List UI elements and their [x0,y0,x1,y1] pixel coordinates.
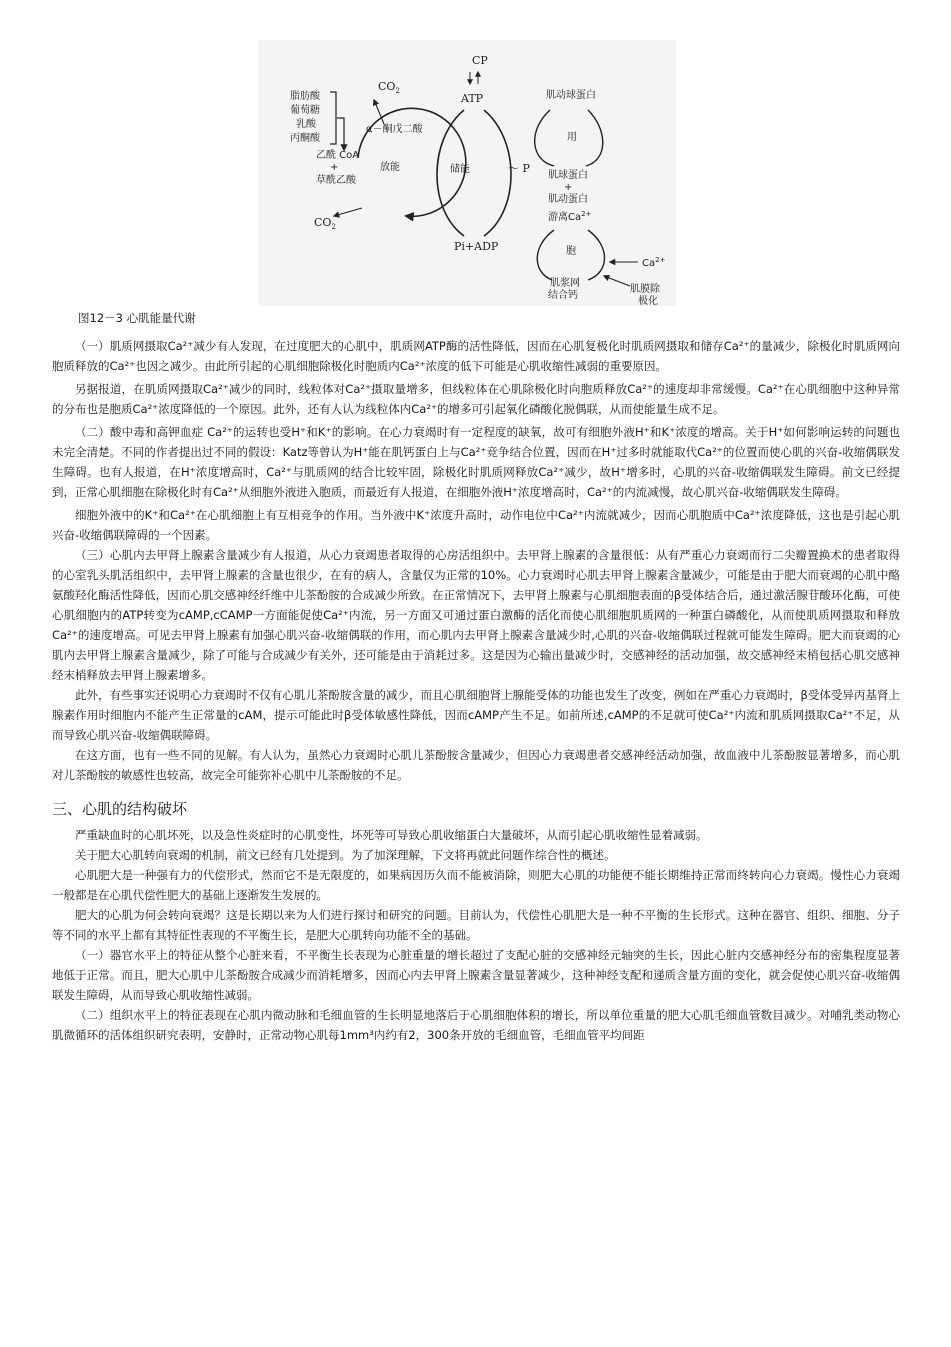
energy-metabolism-diagram [258,40,676,306]
substrate-arrow [337,118,344,150]
label-atp: ATP [461,92,484,105]
co2-bottom-arrow [334,208,362,216]
label-bound-ca: 结合钙 [548,290,578,301]
label-free-ca: 游离$Ca^{2+}$ [548,210,592,223]
label-p-tilde: ～ P [508,162,530,175]
figure-caption: 图12－3 心肌能量代谢 [78,311,196,325]
label-oxaloacetate: 草酰乙酸 [316,175,356,186]
label-cell: 胞 [566,246,576,257]
paragraph: 心肌肥大是一种强有力的代偿形式，然而它不是无限度的，如果病因历久而不能被消除，则肥大心肌的功能便不能长期维持正常而终转向心力衰竭。慢性心力衰竭一般都是在心肌代偿性肥大的基础上逐渐发生发展的。 [52,868,900,902]
paragraph: （三）心肌内去甲肾上腺素含量减少有人报道，从心力衰竭患者取得的心房活组织中。去甲肾上腺素的含量很低：从有严重心力衰竭而行二尖瓣置换术的患者取得的心室乳头肌活组织中，去甲肾上腺素的含量也很少，在有的病人，含量仅为正常的10%。心力衰竭时心肌去甲肾上腺素含量减少，可能是由于肥大而衰竭的心肌中酪氨酸羟化酶活性降低，因而心肌交感神经纤维中儿茶酚胺的合成减少所致。在正常情况下，去甲肾上腺素与心肌细胞表面的β受体结合后，通过激活腺苷酸环化酶，可使心肌细胞内的ATP转变为cAMP,cCAMP一方面能促使Ca²⁺内流，另一方面又可通过蛋白激酶的活化而使心肌细胞肌质网的一种蛋白磷酸化，从而使肌质网摄取和释放Ca²⁺的速度增高。可见去甲肾上腺素有加强心肌兴奋-收缩偶联的作用，而心肌内去甲肾上腺素含量减少时,心肌的兴奋-收缩偶联过程就可能发生障碍。肥大而衰竭的心肌内去甲肾上腺素含量减少，除了可能与合成减少有关外，还可能是由于消耗过多。这是因为心输出量减少时，交感神经的活动加强，故交感神经末梢包括心肌交感神经末梢释放去甲肾上腺素增多。 [52,548,900,682]
label-acetyl-coa: 乙酰 CoA [316,150,360,161]
paragraph: 此外，有些事实还说明心力衰竭时不仅有心肌儿茶酚胺含量的减少，而且心肌细胞肾上腺能受体的功能也发生了改变，例如在严重心力衰竭时，β受体受异丙基肾上腺素作用时细胞内不能产生正常量的cAM，提示可能此时β受体敏感性降低，因而cAMP产生不足。如前所述,cAMP的不足就可使Ca²⁺内流和肌质网摄取Ca²⁺不足，从而导致心肌兴奋-收缩偶联障碍。 [52,688,900,742]
label-depolarization-2: 极化 [638,296,658,306]
use-arc-left [535,110,554,166]
label-lactate: 乳酸 [296,119,316,130]
paragraph: （二）酸中毒和高钾血症 Ca²⁺的运转也受H⁺和K⁺的影响。在心力衰竭时有一定程度的缺氧，故可有细胞外液H⁺和K⁺浓度的增高。关于H⁺如何影响运转的问题也未完全清楚。不同的作者提出过不同的假设：Katz等曾认为H⁺能在肌钙蛋白上与Ca²⁺竞争结合位置，因而在H⁺过多时就能取代Ca²⁺的位置而使心肌的兴奋-收缩偶联发生障碍。也有人报道，在H⁺浓度增高时，Ca²⁺与肌质网的结合比较牢固，除极化时肌质网释放Ca²⁺减少，故H⁺增多时，心肌的兴奋-收缩偶联发生障碍。前文已经提到，正常心肌细胞在除极化时有Ca²⁺从细胞外液进入胞质，而最近有人报道，在细胞外液H⁺浓度增高时，Ca²⁺的内流减慢，故心肌兴奋-收缩偶联发生障碍。 [52,425,900,499]
substrate-bracket [330,92,336,144]
depolarization-arrow [604,276,630,286]
label-depolarization: 肌膜除 [630,284,660,295]
section-heading: 三、心肌的结构破坏 [52,800,188,818]
label-myosin: 肌球蛋白 [548,170,588,181]
label-pi-adp: Pi+ADP [454,240,499,253]
use-arc-right [586,110,603,166]
label-sr: 肌浆网 [550,278,580,289]
label-pyruvate: 丙酮酸 [290,133,320,144]
label-cp: CP [472,54,488,67]
label-plus: + [330,162,339,173]
label-plus-2: + [564,182,573,193]
paragraph: 在这方面，也有一些不同的见解。有人认为，虽然心力衰竭时心肌儿茶酚胺含量减少，但因心力衰竭患者交感神经活动加强，故血液中儿茶酚胺显著增多，而心肌对儿茶酚胺的敏感性也较高，故完全可能弥补心肌中儿茶酚胺的不足。 [52,748,900,782]
paragraph: （一）器官水平上的特征从整个心脏来看，不平衡生长表现为心脏重量的增长超过了支配心脏的交感神经元轴突的生长，因此心脏内交感神经分布的密集程度显著地低于正常。而且，肥大心肌中儿茶酚胺合成减少而消耗增多，因而心内去甲肾上腺素含量显著减少，这种神经支配和递质含量方面的变化，就会促使心肌兴奋-收缩偶联发生障碍，从而导致心肌收缩性减弱。 [52,948,900,1002]
paragraph: 细胞外液中的K⁺和Ca²⁺在心肌细胞上有互相竞争的作用。当外液中K⁺浓度升高时，动作电位中Ca²⁺内流就减少，因而心肌胞质中Ca²⁺浓度降低，这也是引起心肌兴奋-收缩偶联障碍的一个因素。 [52,508,900,542]
ca-arc-left [537,230,554,280]
label-actin: 肌动蛋白 [548,194,588,205]
label-ca-in: $Ca^{2+}$ [642,256,666,269]
paragraph: 肥大的心肌为何会转向衰竭？这是长期以来为人们进行探讨和研究的问题。目前认为，代偿性心肌肥大是一种不平衡的生长形式。这种在器官、组织、细胞、分子等不同的水平上都有其特征性表现的不平衡生长，是肥大心肌转向功能不全的基础。 [52,908,900,942]
energy-metabolism-figure [258,40,676,306]
label-glucose: 葡萄糖 [290,105,320,116]
label-co2-top: $CO_2$ [378,80,400,95]
ca-arc-right [588,230,605,280]
label-release-energy: 放能 [380,162,400,173]
paragraph: （二）组织水平上的特征表现在心肌内微动脉和毛细血管的生长明显地落后于心肌细胞体积的增长，所以单位重量的肥大心肌毛细血管数目减少。对哺乳类动物心肌微循环的活体组织研究表明，安静时，正常动物心肌每1mm³内约有2，300条开放的毛细血管，毛细血管平均间距 [52,1008,900,1042]
paragraph: 关于肥大心肌转向衰竭的机制，前文已经有几处提到。为了加深理解，下文将再就此问题作综合性的概述。 [75,848,616,862]
label-alpha-kg: α－酮戊二酸 [366,124,423,135]
label-use: 用 [567,132,577,143]
storage-arc-right [484,110,511,236]
label-actomyosin: 肌动球蛋白 [546,90,596,101]
label-storage: 储能 [450,164,470,175]
paragraph: （一）肌质网摄取Ca²⁺减少有人发现，在过度肥大的心肌中，肌质网ATP酶的活性降低，因而在心肌复极化时肌质网摄取和储存Ca²⁺的量减少，除极化时肌质网向胞质释放的Ca²⁺也因之减少。由此所引起的心肌细胞除极化时胞质内Ca²⁺浓度的低下可能是心肌收缩性减弱的重要原因。 [52,339,900,373]
paragraph: 另据报道，在肌质网摄取Ca²⁺减少的同时，线粒体对Ca²⁺摄取量增多，但线粒体在心肌除极化时向胞质释放Ca²⁺的速度却非常缓慢。Ca²⁺在心肌细胞中这种异常的分布也是胞质Ca²⁺浓度降低的一个原因。此外，还有人认为线粒体内Ca²⁺的增多可引起氧化磷酸化脱偶联，从而使能量生成不足。 [52,382,900,416]
label-fatty-acid: 脂肪酸 [290,91,320,102]
label-co2-bottom: $CO_2$ [314,216,336,231]
document-body [52,336,900,1045]
paragraph: 严重缺血时的心肌坏死，以及急性炎症时的心肌变性，坏死等可导致心肌收缩蛋白大量破坏，从而引起心肌收缩性显着减弱。 [75,828,708,842]
